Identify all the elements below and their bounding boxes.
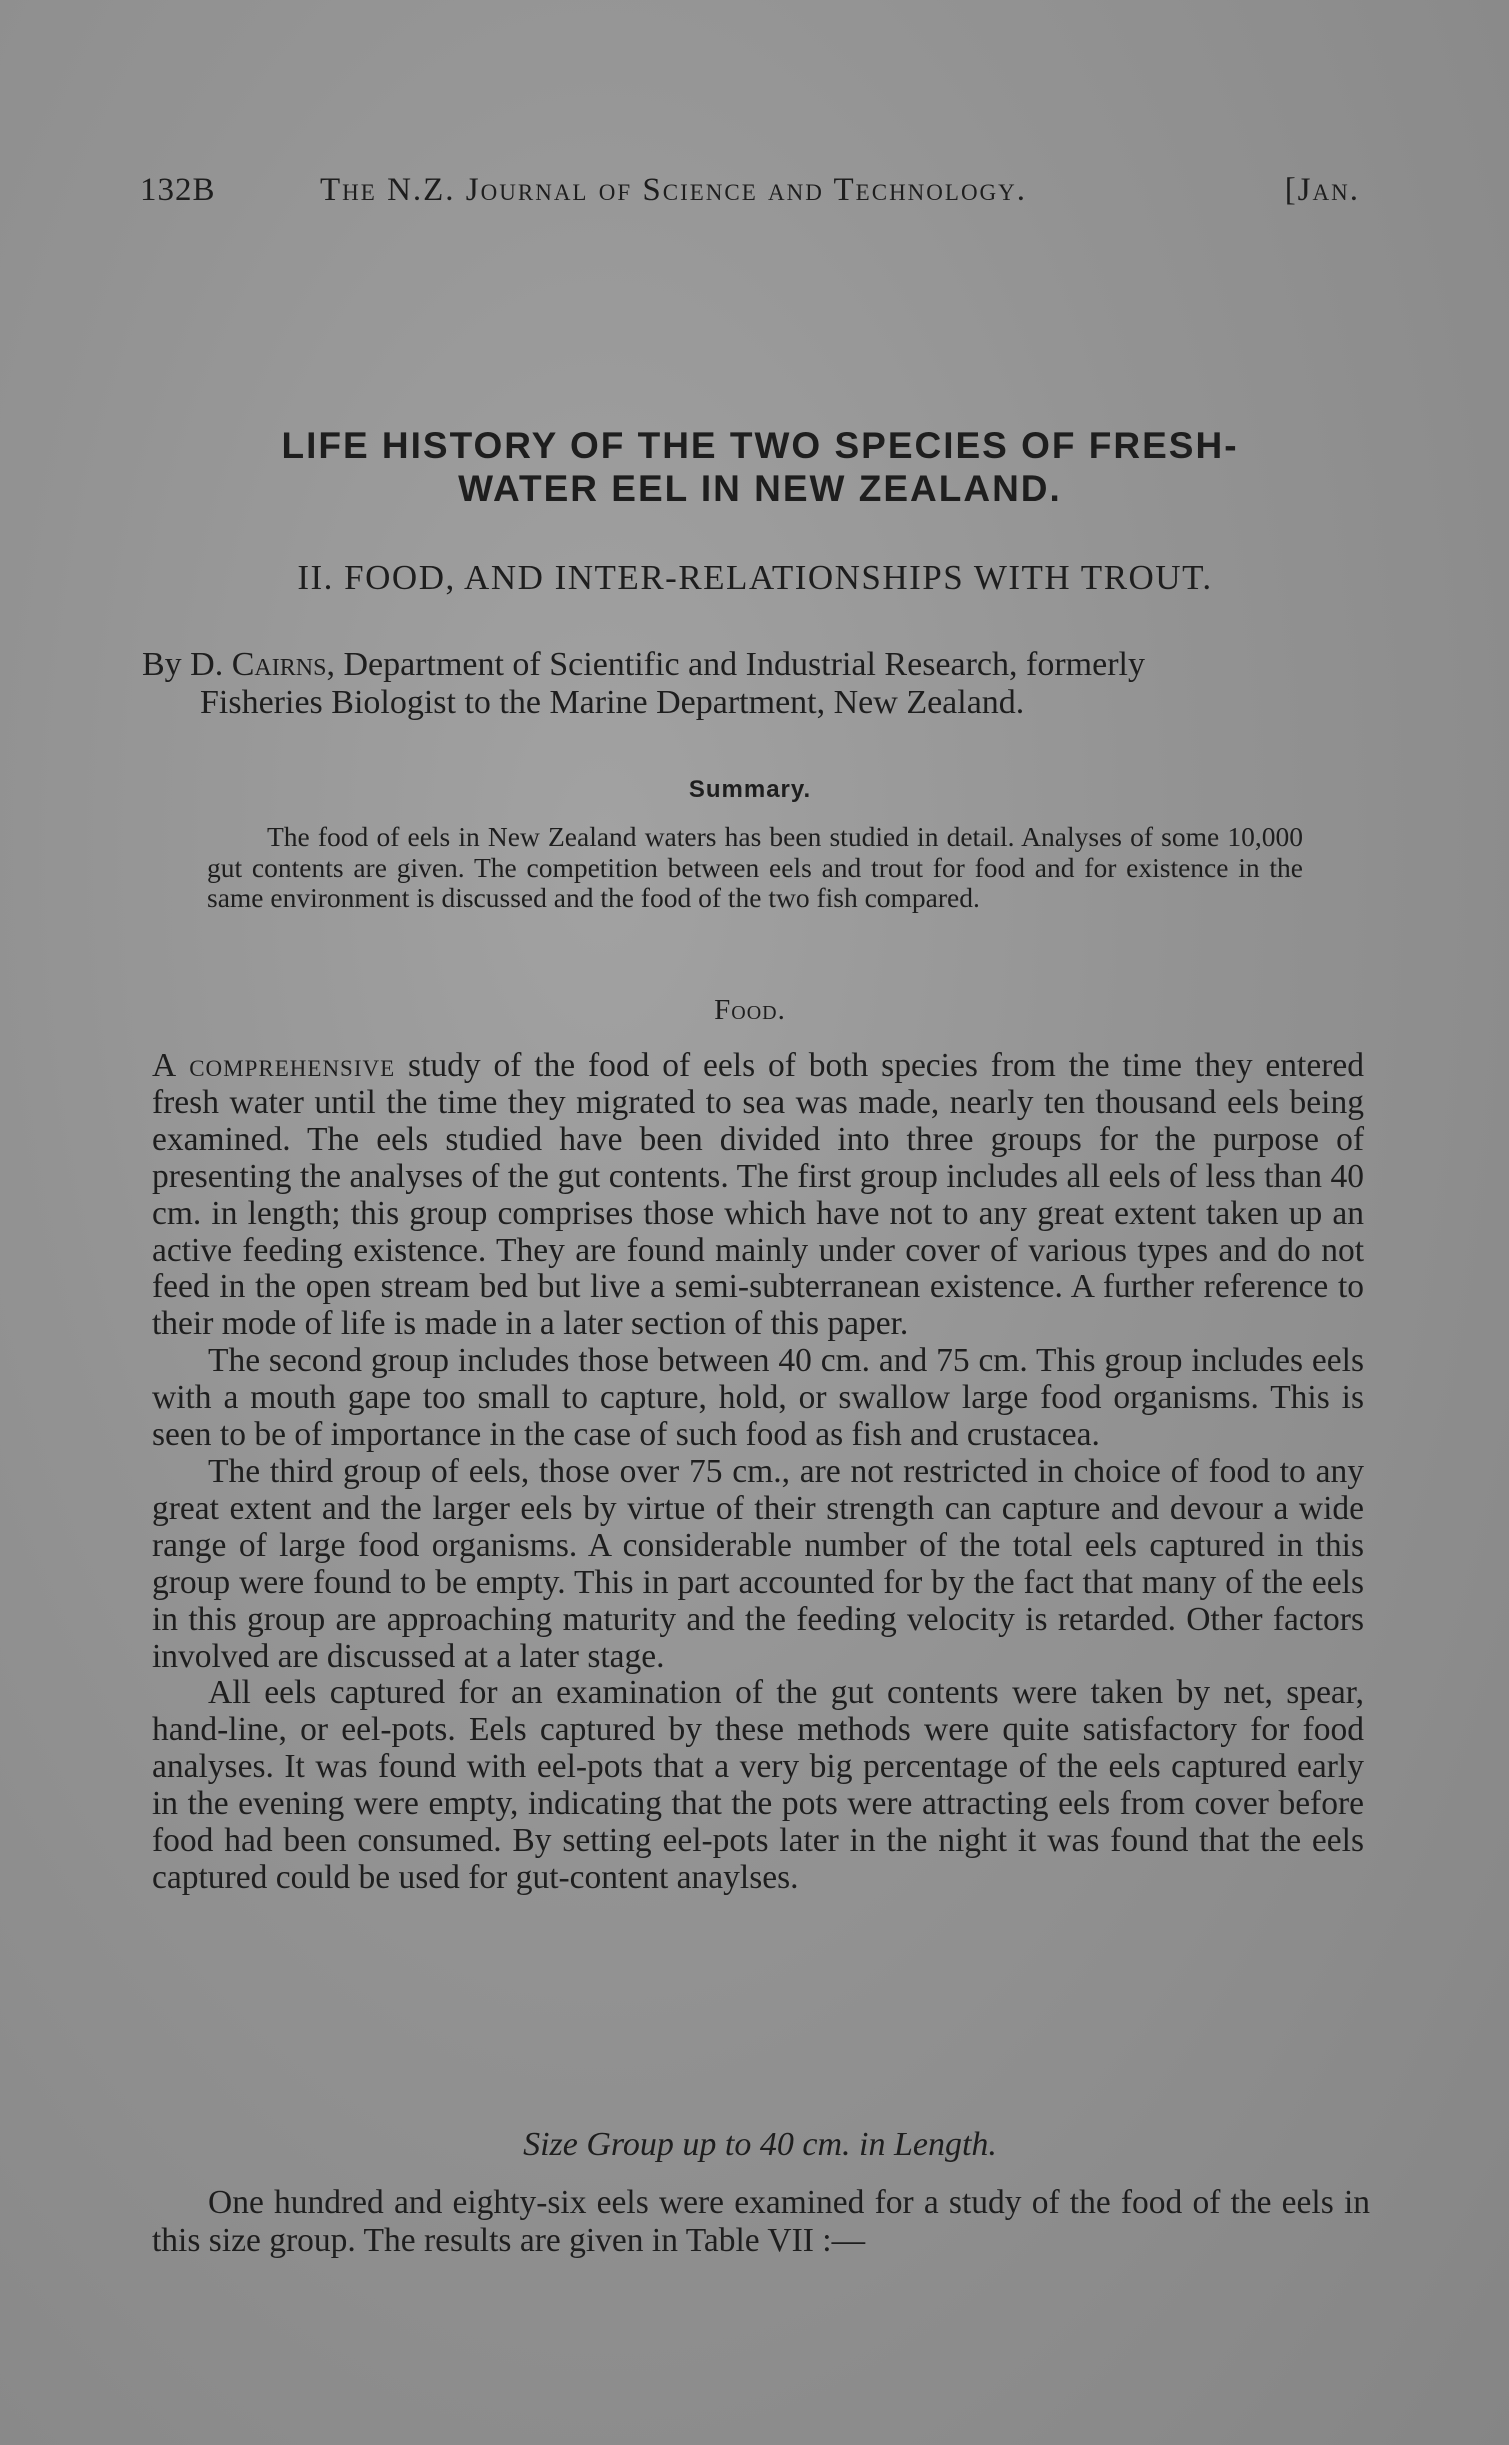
paragraph-4: All eels captured for an examination of the gut contents were taken by net, spear, hand-line, or eel-pots. Eels captured by these methods were quite satisfactory for food analyses. It was found with eel-pots that a very big percentage of the eels captured early in the evening were empty, indicating that the pots were attracting eels from cover before food had been consumed. By setting eel-pots later in the night it was found that the eels captured could be used for gut-content anaylses. — [152, 1674, 1364, 1896]
paragraph-1 — [152, 1048, 1364, 1343]
food-section-body — [152, 1048, 1364, 1897]
article-subtitle: II. FOOD, AND INTER-RELATIONSHIPS WITH TROUT. — [297, 558, 1213, 597]
size-group-paragraph: One hundred and eighty-six eels were examined for a study of the food of the eels in this size group. The results are given in Table VII :— — [152, 2184, 1370, 2259]
size-group-heading: Size Group up to 40 cm. in Length. — [523, 2126, 997, 2163]
page-number: 132B — [140, 172, 216, 208]
article-title — [160, 424, 1360, 510]
paragraph-1-lead: A comprehensive — [152, 1047, 396, 1084]
byline-line-2: Fisheries Biologist to the Marine Department, New Zealand. — [200, 684, 1025, 721]
issue-month: [Jan. — [1284, 172, 1360, 208]
paragraph-2: The second group includes those between 40 cm. and 75 cm. This group includes eels with a mouth gape too small to capture, hold, or swallow large food organisms. This is seen to be of importance in the case of such food as fish and crustacea. — [152, 1342, 1364, 1454]
paragraph-3: The third group of eels, those over 75 cm., are not restricted in choice of food to any great extent and the larger eels by virtue of their strength can capture and devour a wide range of large food organisms. A considerable number of the total eels captured in this group were found to be empty. This in part accounted for by the fact that many of the eels in this group are approaching maturity and the feeding velocity is retarded. Other factors involved are discussed at a later stage. — [152, 1452, 1364, 1675]
byline-author: Cairns — [231, 646, 327, 683]
journal-title: The N.Z. Journal of Science and Technology. — [320, 172, 1028, 208]
byline-affiliation: , Department of Scientific and Industrial Research, formerly — [326, 646, 1145, 683]
running-head — [140, 172, 1360, 222]
summary-heading: Summary. — [688, 776, 812, 803]
byline — [142, 646, 1364, 722]
summary-text: The food of eels in New Zealand waters has been studied in detail. Analyses of some 10,000 gut contents are given. The competition between eels and trout for food and for existence in the same environment is discussed and the food of the two fish compared. — [207, 821, 1303, 913]
paragraph-1-text: study of the food of eels of both species from the time they entered fresh water until the time they migrated to sea was made, nearly ten thousand eels being examined. The eels studied have been divided into three groups for the purpose of presenting the analyses of the gut contents. The first group includes all eels of less than 40 cm. in length; this group comprises those which have not to any great extent taken up an active feeding existence. They are found mainly under cover of various types and do not feed in the open stream bed but live a semi-subterranean existence. A further reference to their mode of life is made in a later section of this paper. — [152, 1047, 1364, 1343]
food-heading: Food. — [714, 994, 786, 1026]
byline-by: By D. — [142, 646, 232, 683]
title-line-1: LIFE HISTORY OF THE TWO SPECIES OF FRESH- — [281, 425, 1239, 466]
title-line-2: WATER EEL IN NEW ZEALAND. — [458, 468, 1062, 509]
